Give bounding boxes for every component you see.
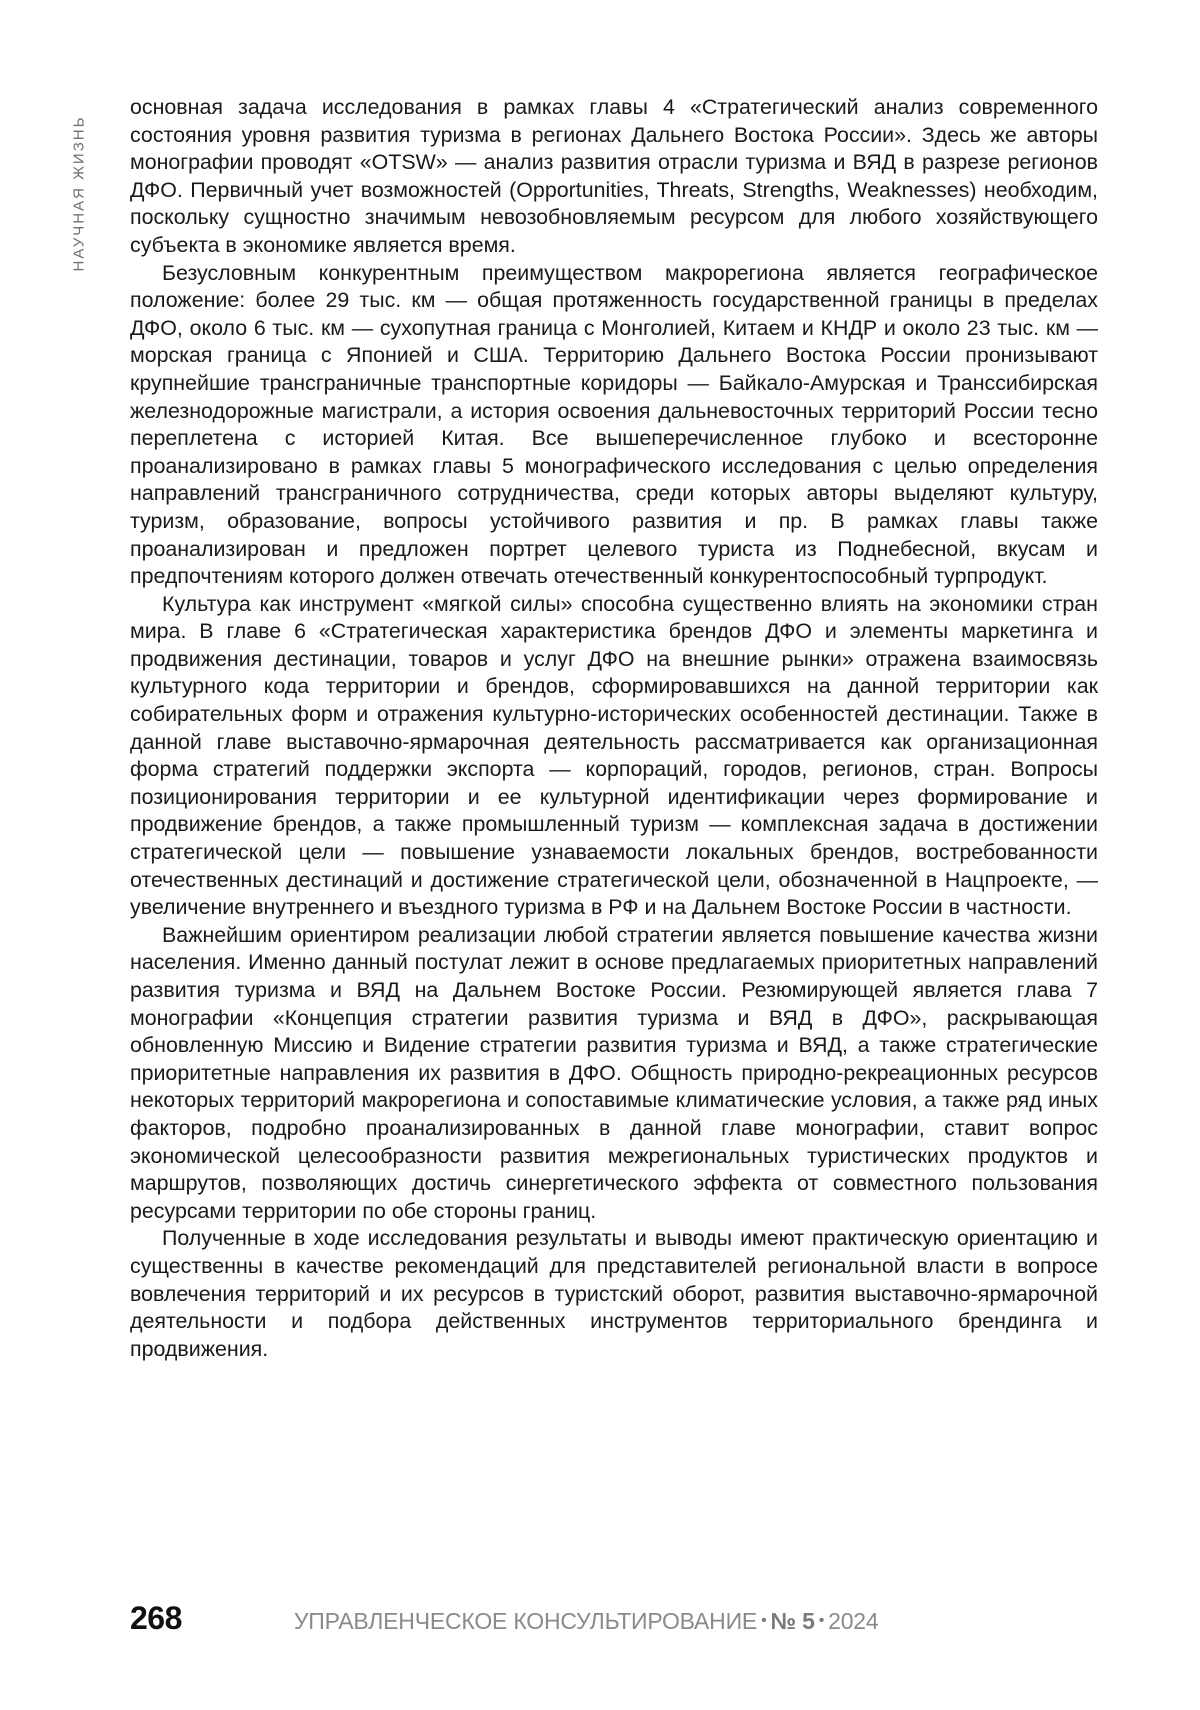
paragraph-4: Важнейшим ориентиром реализации любой стратегии является повышение качества жизни населения. Именно данный постулат лежит в основе предлагаемых приоритетных направлений развития туризма и ВЯД на Дальнем Востоке России. Резюмирующей является глава 7 монографии «Концепция стратегии развития туризма и ВЯД в ДФО», раскрывающая обновленную Миссию и Видение стратегии развития туризма и ВЯД, а также стратегические приоритетные направления их развития в ДФО. Общность природно-рекреационных ресурсов некоторых территорий макрорегиона и сопоставимые климатические условия, а также ряд иных факторов, подробно проанализированных в данной главе монографии, ставит вопрос экономической целесообразности развития межрегиональных туристических продуктов и маршрутов, позволяющих достичь синергетического эффекта от совместного пользования ресурсами территории по обе стороны границ. xyxy=(130,922,1098,1223)
page-number: 268 xyxy=(130,1600,182,1636)
paragraph-2: Безусловным конкурентным преимуществом макрорегиона является географическое положение: более 29 тыс. км — общая протяженность государственной границы в пределах ДФО, около 6 тыс. км — сухопутная граница с Монголией, Китаем и КНДР и около 23 тыс. км — морская граница с Японией и США. Территорию Дальнего Востока России пронизывают крупнейшие трансграничные транспортные коридоры — Байкало-Амурская и Транссибирская железнодорожные магистрали, а история освоения дальневосточных территорий России тесно переплетена с историей Китая. Все вышеперечисленное глубоко и всесторонне проанализировано в рамках главы 5 монографического исследования с целью определения направлений трансграничного сотрудничества, среди которых авторы выделяют культуру, туризм, образование, вопросы устойчивого развития и пр. В рамках главы также проанализирован и предложен портрет целевого туриста из Поднебесной, вкусам и предпочтениям которого должен отвечать отечественный конкурентоспособный турпродукт. xyxy=(130,260,1098,589)
separator-dot-1: • xyxy=(761,1612,767,1629)
section-side-label-text: НАУЧНАЯ ЖИЗНЬ xyxy=(70,115,88,271)
paragraph-5: Полученные в ходе исследования результаты и выводы имеют практическую ориентацию и существенны в качестве рекомендаций для представителей региональной власти в вопросе вовлечения территорий и их ресурсов в туристский оборот, развития выставочно-ярмарочной деятельности и подбора действенных инструментов территориального брендинга и продвижения. xyxy=(130,1226,1098,1361)
journal-name: УПРАВЛЕНЧЕСКОЕ КОНСУЛЬТИРОВАНИЕ xyxy=(293,1608,758,1634)
journal-line xyxy=(294,1608,879,1635)
paragraph-1: основная задача исследования в рамках главы 4 «Стратегический анализ современного состояния уровня развития туризма в регионах Дальнего Востока России». Здесь же авторы монографии проводят «OTSW» — анализ развития отрасли туризма и ВЯД в разрезе регионов ДФО. Первичный учет возможностей (Opportunities, Threats, Strengths, Weaknesses) необходим, поскольку сущностно значимым невозобновляемым ресурсом для любого хозяйствующего субъекта в экономике является время. xyxy=(130,95,1098,257)
paragraph-3: Культура как инструмент «мягкой силы» способна существенно влиять на экономики стран мира. В главе 6 «Стратегическая характеристика брендов ДФО и элементы маркетинга и продвижения дестинации, товаров и услуг ДФО на внешние рынки» отражена взаимосвязь культурного кода территории и брендов, сформировавшихся на данной территории как собирательных форм и отражения культурно-исторических особенностей дестинации. Также в данной главе выставочно-ярмарочная деятельность рассматривается как организационная форма стратегий поддержки экспорта — корпораций, городов, регионов, стран. Вопросы позиционирования территории и ее культурной идентификации через формирование и продвижение брендов, а также промышленный туризм — комплексная задача в достижении стратегической цели — повышение узнаваемости локальных брендов, востребованности отечественных дестинаций и достижение стратегической цели, обозначенной в Нацпроекте, — увеличение внутреннего и въездного туризма в РФ и на Дальнем Востоке России в частности. xyxy=(130,591,1098,920)
article-body xyxy=(130,94,1098,1363)
page-footer xyxy=(130,1600,1098,1640)
journal-year: 2024 xyxy=(828,1608,879,1634)
section-side-label xyxy=(69,98,89,288)
journal-issue: № 5 xyxy=(770,1608,815,1634)
separator-dot-2: • xyxy=(818,1612,825,1629)
